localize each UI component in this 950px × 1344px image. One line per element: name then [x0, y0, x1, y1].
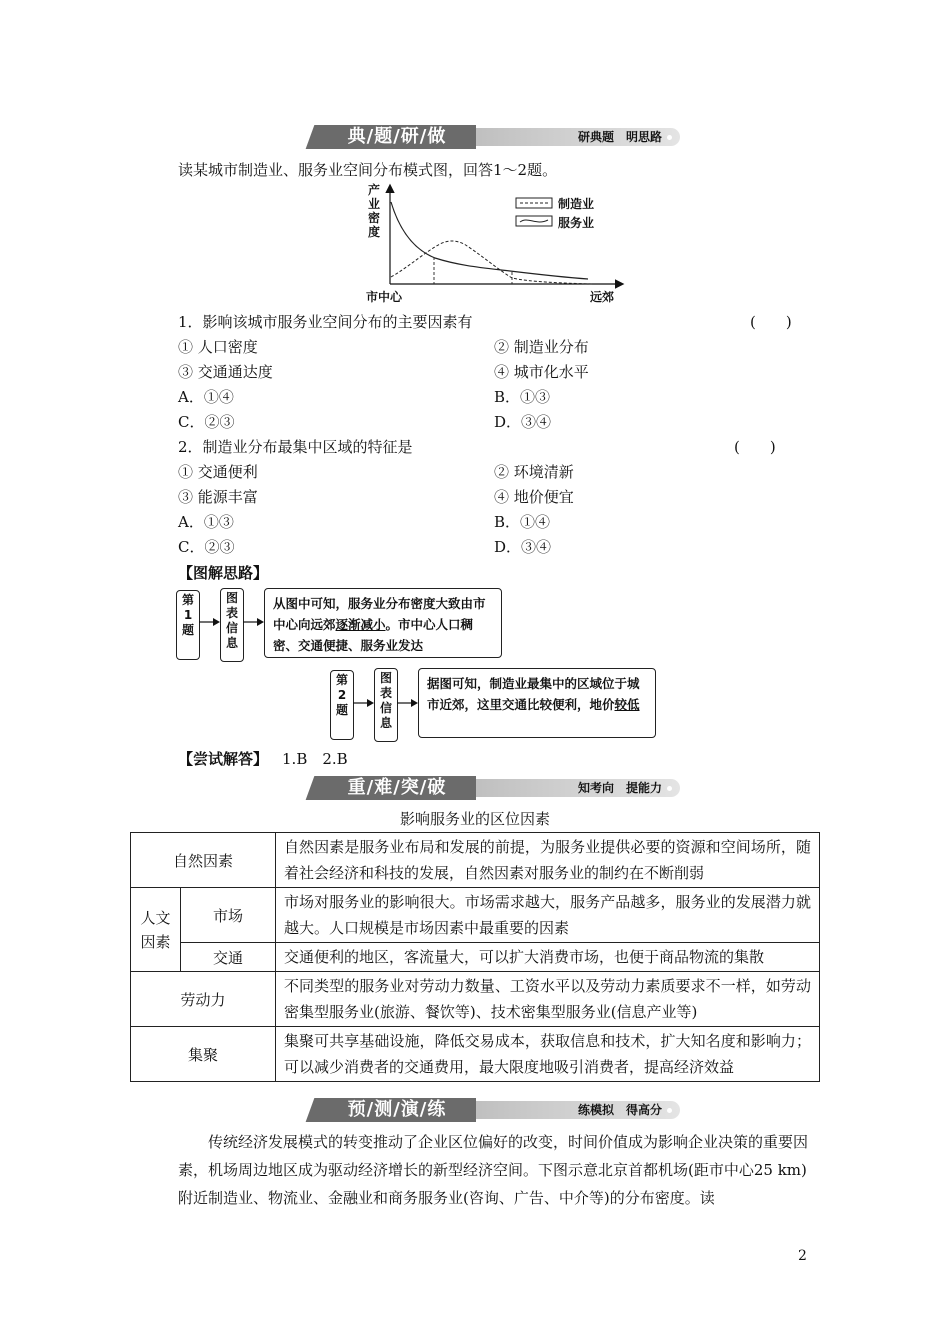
answer-label: 【尝试解答】: [178, 750, 269, 768]
question-1-stem: 1．影响该城市服务业空间分布的主要因素有: [178, 313, 473, 331]
q1-option: C．②③: [178, 413, 235, 431]
factor-cell: 自然因素: [131, 833, 276, 888]
x-axis-end-label: 远郊: [590, 290, 615, 304]
series-manufacturing-line: [391, 241, 592, 284]
group-cell: 人文因素: [131, 888, 181, 972]
q1-option: A．①④: [178, 388, 234, 406]
practice-paragraph: 传统经济发展模式的转变推动了企业区位偏好的改变，时间价值成为影响企业决策的重要因素，机场周边地区成为驱动经济增长的新型经济空间。下图示意北京首都机场(距市中心25 km)附近制造业、物流业、金融业和商务服务业(咨询、广告、中介等)的分布密度。读: [178, 1133, 809, 1207]
factor-cell: 交通: [181, 943, 276, 972]
table-row: [131, 1027, 820, 1082]
dot-icon: [667, 786, 672, 791]
section-subtitle: 研典题 明思路: [577, 130, 662, 144]
section-title: 典/题/研/做: [318, 125, 476, 149]
section-subtitle: 练模拟 得高分: [577, 1103, 662, 1117]
q1-option: B．①③: [494, 388, 551, 406]
q2-option: A．①③: [178, 513, 234, 531]
section-banner-1: [302, 125, 682, 149]
section-subtitle: 知考向 提能力: [577, 781, 662, 795]
q1-item: ② 制造业分布: [494, 338, 589, 356]
underlined-text: 逐渐减小: [335, 617, 386, 632]
description-cell: 交通便利的地区，客流量大，可以扩大消费市场，也便于商品物流的集散: [276, 943, 820, 972]
q2-item: ② 环境清新: [494, 463, 574, 481]
table-row: [131, 888, 820, 943]
flow2-text-box: 据图可知，制造业最集中的区域位于城市近郊，这里交通比较便利，地价较低: [418, 668, 656, 738]
flow1-text-box: 从图中可知，服务业分布密度大致由市中心向远郊逐渐减小。市中心人口稠密、交通便捷、服务业发达: [264, 588, 502, 658]
q2-item: ④ 地价便宜: [494, 488, 574, 506]
answer-text: 1.B 2.B: [282, 750, 348, 768]
arrow-icon: [243, 616, 265, 628]
q2-item: ③ 能源丰富: [178, 488, 258, 506]
table-row: [131, 972, 820, 1027]
factor-cell: 集聚: [131, 1027, 276, 1082]
flow1-info-box: 图 表 信 息: [220, 588, 244, 662]
factor-cell: 劳动力: [131, 972, 276, 1027]
description-cell: 自然因素是服务业布局和发展的前提，为服务业提供必要的资源和空间场所，随着社会经济和科技的发展，自然因素对服务业的制约在不断削弱: [276, 833, 820, 888]
section-banner-2: [302, 776, 682, 800]
description-cell: 不同类型的服务业对劳动力数量、工资水平以及劳动力素质要求不一样，如劳动密集型服务业(旅游、餐饮等)、技术密集型服务业(信息产业等): [276, 972, 820, 1027]
legend-label-service: 服务业: [558, 216, 595, 230]
arrow-icon: [353, 697, 375, 709]
q2-option: D．③④: [494, 538, 552, 556]
question-2-bracket: ( ): [734, 438, 776, 456]
q1-item: ④ 城市化水平: [494, 363, 589, 381]
table-row: [131, 943, 820, 972]
q1-item: ③ 交通通达度: [178, 363, 273, 381]
flow1-question-box: 第 1 题: [176, 590, 200, 660]
table-row: [131, 833, 820, 888]
q1-option: D．③④: [494, 413, 552, 431]
q2-option: C．②③: [178, 538, 235, 556]
legend-label-manufacturing: 制造业: [558, 197, 595, 211]
section-title: 预/测/演/练: [318, 1098, 476, 1122]
intro-text: 读某城市制造业、服务业空间分布模式图，回答1～2题。: [178, 161, 558, 179]
question-2-stem: 2．制造业分布最集中区域的特征是: [178, 438, 413, 456]
q1-item: ① 人口密度: [178, 338, 258, 356]
page-number: 2: [798, 1248, 807, 1264]
x-axis-start-label: 市中心: [366, 290, 403, 304]
question-1-bracket: ( ): [750, 313, 792, 331]
table-caption: 影响服务业的区位因素: [399, 810, 550, 828]
factor-cell: 市场: [181, 888, 276, 943]
section-banner-3: [302, 1098, 682, 1122]
underlined-text: 较低: [614, 697, 640, 712]
arrow-icon: [397, 697, 419, 709]
flow2-question-box: 第 2 题: [330, 670, 354, 740]
dot-icon: [667, 1108, 672, 1113]
factors-table: [130, 832, 820, 1082]
flow2-info-box: 图 表 信 息: [374, 668, 398, 742]
dot-icon: [667, 135, 672, 140]
tujie-heading: 【图解思路】: [178, 564, 269, 582]
section-title: 重/难/突/破: [318, 776, 476, 800]
description-cell: 市场对服务业的影响很大。市场需求越大，服务产品越多，服务业的发展潜力就越大。人口规模是市场因素中最重要的因素: [276, 888, 820, 943]
q2-option: B．①④: [494, 513, 551, 531]
q2-item: ① 交通便利: [178, 463, 258, 481]
arrow-icon: [199, 616, 221, 628]
description-cell: 集聚可共享基础设施，降低交易成本，获取信息和技术，扩大知名度和影响力；可以减少消费者的交通费用，最大限度地吸引消费者，提高经济效益: [276, 1027, 820, 1082]
answer-line: [178, 748, 348, 769]
y-axis-label: 产业密度: [367, 183, 380, 239]
